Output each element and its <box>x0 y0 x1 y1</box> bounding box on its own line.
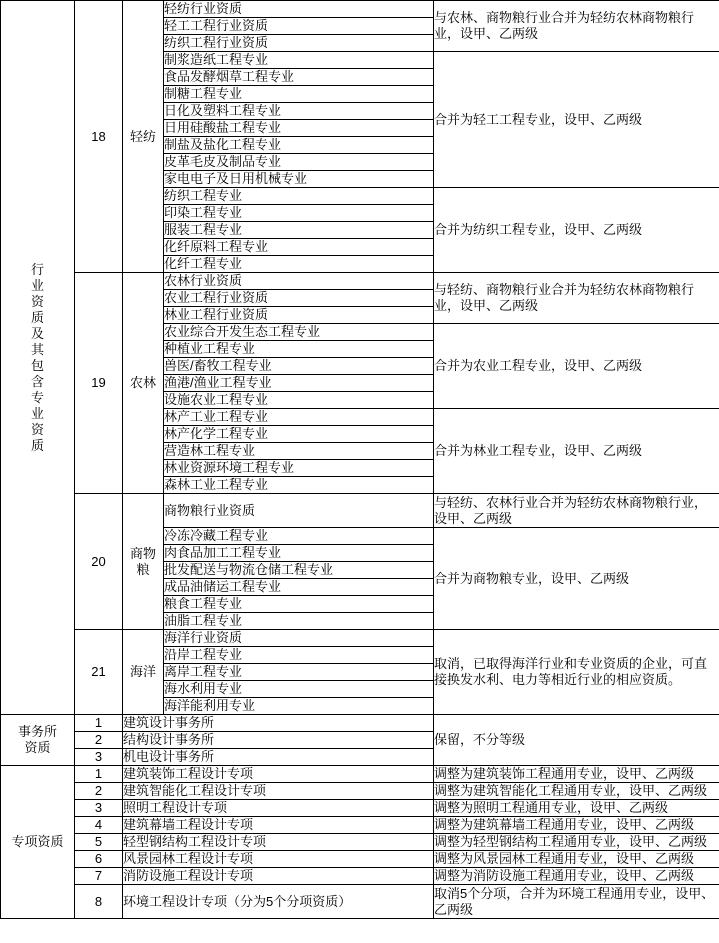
remark-cell: 调整为建筑装饰工程通用专业，设甲、乙两级 <box>434 766 719 783</box>
group-label-special: 专项资质 <box>11 834 64 849</box>
row-number-cell: 5 <box>75 834 123 851</box>
row-number-cell: 19 <box>75 273 123 494</box>
item-cell: 农业综合开发生态工程专业 <box>164 324 434 341</box>
remark-cell: 调整为消防设施工程通用专业，设甲、乙两级 <box>434 868 719 885</box>
category-cell <box>123 1 164 273</box>
item-cell: 海洋能利用专业 <box>164 698 434 715</box>
item-cell: 食品发酵烟草工程专业 <box>164 69 434 86</box>
row-number-cell: 1 <box>75 715 123 732</box>
item-cell: 照明工程设计专项 <box>123 800 434 817</box>
item-cell: 渔港/渔业工程专业 <box>164 375 434 392</box>
row-number-cell: 3 <box>75 800 123 817</box>
table-row <box>1 494 719 528</box>
group-header-special <box>1 766 75 919</box>
item-cell: 种植业工程专业 <box>164 341 434 358</box>
category-label: 轻纺 <box>129 128 156 144</box>
table-row <box>1 800 719 817</box>
item-cell: 轻工工程行业资质 <box>164 18 434 35</box>
item-cell: 油脂工程专业 <box>164 613 434 630</box>
item-cell: 肉食品加工工程专业 <box>164 545 434 562</box>
table-row <box>1 817 719 834</box>
remark-cell: 合并为纺织工程专业，设甲、乙两级 <box>434 188 719 273</box>
remark-cell: 与轻纺、商物粮行业合并为轻纺农林商物粮行业，设甲、乙两级 <box>434 273 719 324</box>
group-header-industry <box>1 1 75 715</box>
item-cell: 日用硅酸盐工程专业 <box>164 120 434 137</box>
item-cell: 冷冻冷藏工程专业 <box>164 528 434 545</box>
item-cell: 化纤工程专业 <box>164 256 434 273</box>
table-row <box>1 851 719 868</box>
item-cell: 服装工程专业 <box>164 222 434 239</box>
item-cell: 设施农业工程专业 <box>164 392 434 409</box>
table-row <box>1 868 719 885</box>
item-cell: 机电设计事务所 <box>123 749 434 766</box>
item-cell: 粮食工程专业 <box>164 596 434 613</box>
item-cell: 轻纺行业资质 <box>164 1 434 18</box>
row-number-cell: 21 <box>75 630 123 715</box>
item-cell: 农林行业资质 <box>164 273 434 290</box>
remark-cell: 与农林、商物粮行业合并为轻纺农林商物粮行业，设甲、乙两级 <box>434 1 719 52</box>
item-cell: 营造林工程专业 <box>164 443 434 460</box>
table-row <box>1 766 719 783</box>
category-cell <box>123 273 164 494</box>
item-cell: 林业工程行业资质 <box>164 307 434 324</box>
item-cell: 批发配送与物流仓储工程专业 <box>164 562 434 579</box>
item-cell: 建筑设计事务所 <box>123 715 434 732</box>
item-cell: 林业资源环境工程专业 <box>164 460 434 477</box>
group-label-firm: 事务所资质 <box>17 724 57 755</box>
table-row <box>1 630 719 647</box>
item-cell: 农业工程行业资质 <box>164 290 434 307</box>
remark-cell: 调整为照明工程通用专业，设甲、乙两级 <box>434 800 719 817</box>
row-number-cell: 1 <box>75 766 123 783</box>
row-number-cell: 7 <box>75 868 123 885</box>
item-cell: 制浆造纸工程专业 <box>164 52 434 69</box>
item-cell: 纺织工程行业资质 <box>164 35 434 52</box>
row-number-cell: 18 <box>75 1 123 273</box>
item-cell: 海洋行业资质 <box>164 630 434 647</box>
table-row <box>1 273 719 290</box>
remark-cell: 调整为轻型钢结构工程通用专业，设甲、乙两级 <box>434 834 719 851</box>
item-cell: 制糖工程专业 <box>164 86 434 103</box>
item-cell: 建筑智能化工程设计专项 <box>123 783 434 800</box>
remark-cell: 合并为轻工工程专业，设甲、乙两级 <box>434 52 719 188</box>
remark-cell: 调整为建筑幕墙工程通用专业，设甲、乙两级 <box>434 817 719 834</box>
item-cell: 轻型钢结构工程设计专项 <box>123 834 434 851</box>
row-number-cell: 4 <box>75 817 123 834</box>
item-cell: 化纤原料工程专业 <box>164 239 434 256</box>
remark-cell: 合并为商物粮专业，设甲、乙两级 <box>434 528 719 630</box>
table-row <box>1 885 719 919</box>
table-row <box>1 834 719 851</box>
item-cell: 建筑装饰工程设计专项 <box>123 766 434 783</box>
item-cell: 风景园林工程设计专项 <box>123 851 434 868</box>
item-cell: 商物粮行业资质 <box>164 494 434 528</box>
item-cell: 海水利用专业 <box>164 681 434 698</box>
table-row <box>1 715 719 732</box>
item-cell: 家电电子及日用机械专业 <box>164 171 434 188</box>
remark-cell: 与轻纺、农林行业合并为轻纺农林商物粮行业，设甲、乙两级 <box>434 494 719 528</box>
remark-cell: 合并为林业工程专业，设甲、乙两级 <box>434 409 719 494</box>
row-number-cell: 2 <box>75 783 123 800</box>
item-cell: 兽医/畜牧工程专业 <box>164 358 434 375</box>
remark-cell: 调整为风景园林工程通用专业，设甲、乙两级 <box>434 851 719 868</box>
table-row <box>1 783 719 800</box>
item-cell: 沿岸工程专业 <box>164 647 434 664</box>
row-number-cell: 3 <box>75 749 123 766</box>
remark-cell: 取消5个分项，合并为环境工程通用专业，设甲、乙两级 <box>434 885 719 919</box>
row-number-cell: 8 <box>75 885 123 919</box>
category-cell <box>123 630 164 715</box>
item-cell: 结构设计事务所 <box>123 732 434 749</box>
item-cell: 消防设施工程设计专项 <box>123 868 434 885</box>
item-cell: 成品油储运工程专业 <box>164 579 434 596</box>
item-cell: 环境工程设计专项（分为5个分项资质） <box>123 885 434 919</box>
category-label: 商物粮 <box>129 545 156 577</box>
category-label: 农林 <box>129 375 156 391</box>
remark-cell: 取消，已取得海洋行业和专业资质的企业，可直接换发水利、电力等相近行业的相应资质。 <box>434 630 719 715</box>
group-label-industry: 行业资质及其包含专业资质 <box>30 261 44 453</box>
item-cell: 离岸工程专业 <box>164 664 434 681</box>
item-cell: 日化及塑料工程专业 <box>164 103 434 120</box>
category-cell <box>123 494 164 630</box>
item-cell: 印染工程专业 <box>164 205 434 222</box>
item-cell: 制盐及盐化工程专业 <box>164 137 434 154</box>
item-cell: 纺织工程专业 <box>164 188 434 205</box>
remark-cell: 调整为建筑智能化工程通用专业，设甲、乙两级 <box>434 783 719 800</box>
table-row <box>1 1 719 18</box>
item-cell: 建筑幕墙工程设计专项 <box>123 817 434 834</box>
item-cell: 林产工业工程专业 <box>164 409 434 426</box>
item-cell: 林产化学工程专业 <box>164 426 434 443</box>
row-number-cell: 20 <box>75 494 123 630</box>
row-number-cell: 6 <box>75 851 123 868</box>
item-cell: 皮革毛皮及制品专业 <box>164 154 434 171</box>
item-cell: 森林工业工程专业 <box>164 477 434 494</box>
remark-cell: 保留，不分等级 <box>434 715 719 766</box>
row-number-cell: 2 <box>75 732 123 749</box>
remark-cell: 合并为农业工程专业，设甲、乙两级 <box>434 324 719 409</box>
group-header-firm <box>1 715 75 766</box>
category-label: 海洋 <box>129 664 156 680</box>
